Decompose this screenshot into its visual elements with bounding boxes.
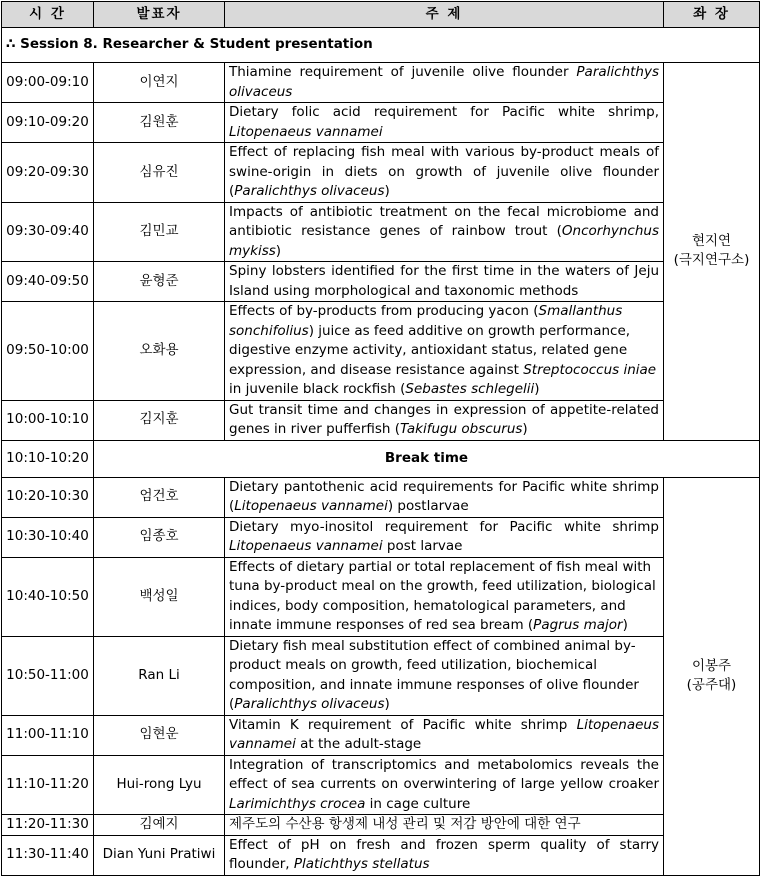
topic-cell: Dietary fish meal substitution effect of combined animal by-product meals on growth, feed utilization, biochemical composition, and innate immune responses of olive flounder (Paralichthys olivaceus) [225,636,664,715]
presenter-cell: 임현운 [94,715,225,755]
topic-cell: Effect of pH on fresh and frozen sperm quality of starry flounder, Platichthys stellatus [225,835,664,875]
presenter-cell: 임종호 [94,517,225,557]
session-title: ∴ Session 8. Researcher & Student presentation [2,28,760,63]
chair-cell-2 [664,477,760,875]
time-cell: 09:30-09:40 [2,202,94,262]
presenter-cell: 김민교 [94,202,225,262]
table-row [2,755,760,815]
presenter-cell: 김지훈 [94,400,225,440]
chair-affiliation: (극지연구소) [673,252,750,269]
topic-cell: Impacts of antibiotic treatment on the fecal microbiome and antibiotic resistance genes of rainbow trout (Oncorhynchus mykiss) [225,202,664,262]
table-row [2,477,760,517]
topic-cell: Integration of transcriptomics and metabolomics reveals the effect of sea currents on overwintering of large yellow croaker Larimichthys crocea in cage culture [225,755,664,815]
time-cell: 10:30-10:40 [2,517,94,557]
table-row [2,636,760,715]
topic-cell: Dietary folic acid requirement for Pacific white shrimp, Litopenaeus vannamei [225,103,664,143]
time-cell: 11:20-11:30 [2,815,94,836]
header-row [2,2,760,28]
table-row [2,835,760,875]
presenter-cell: 백성일 [94,557,225,636]
topic-cell: Thiamine requirement of juvenile olive flounder Paralichthys olivaceus [225,63,664,103]
time-cell: 10:20-10:30 [2,477,94,517]
presenter-cell: Dian Yuni Pratiwi [94,835,225,875]
time-cell: 10:50-11:00 [2,636,94,715]
topic-cell: Dietary myo-inositol requirement for Pacific white shrimp Litopenaeus vannamei post larvae [225,517,664,557]
header-chair: 좌 장 [664,2,760,28]
topic-cell: Effects of by-products from producing yacon (Smallanthus sonchifolius) juice as feed additive on growth performance, digestive enzyme activity, antioxidant status, related gene expression, and disease resistance against Streptococcus iniae in juvenile black rockfish (Sebastes schlegelii) [225,302,664,401]
presenter-cell: 심유진 [94,143,225,203]
presenter-cell: Ran Li [94,636,225,715]
chair-name: 이봉주 [691,657,732,674]
chair-affiliation: (공주대) [686,677,737,693]
time-cell: 09:20-09:30 [2,143,94,203]
table-row [2,557,760,636]
break-row [2,440,760,477]
table-row [2,302,760,401]
header-time: 시 간 [2,2,94,28]
chair-cell-1 [664,63,760,441]
topic-cell: 제주도의 수산용 항생제 내성 관리 및 저감 방안에 대한 연구 [225,815,664,836]
presenter-cell: 윤형준 [94,262,225,302]
session-row [2,28,760,63]
time-cell: 10:00-10:10 [2,400,94,440]
presenter-cell: 김원훈 [94,103,225,143]
time-cell: 11:30-11:40 [2,835,94,875]
topic-cell: Effect of replacing fish meal with various by-product meals of swine-origin in diets on growth of juvenile olive flounder (Paralichthys olivaceus) [225,143,664,203]
break-label: Break time [94,440,760,477]
time-cell: 10:10-10:20 [2,440,94,477]
table-row [2,262,760,302]
topic-cell: Dietary pantothenic acid requirements for Pacific white shrimp (Litopenaeus vannamei) postlarvae [225,477,664,517]
presenter-cell: 엄건호 [94,477,225,517]
header-topic: 주 제 [225,2,664,28]
time-cell: 09:10-09:20 [2,103,94,143]
presenter-cell: 김예지 [94,815,225,836]
table-row [2,63,760,103]
table-row [2,715,760,755]
topic-cell: Effects of dietary partial or total replacement of fish meal with tuna by-product meal on the growth, feed utilization, biological indices, body composition, hematological parameters, and innate immune responses of red sea bream (Pagrus major) [225,557,664,636]
presenter-cell: Hui-rong Lyu [94,755,225,815]
table-row [2,400,760,440]
time-cell: 10:40-10:50 [2,557,94,636]
presenter-cell: 이연지 [94,63,225,103]
schedule-table [1,1,760,876]
header-presenter: 발표자 [94,2,225,28]
table-row [2,815,760,836]
time-cell: 09:00-09:10 [2,63,94,103]
chair-name: 현지연 [691,232,732,249]
table-row [2,202,760,262]
table-row [2,143,760,203]
topic-cell: Gut transit time and changes in expression of appetite-related genes in river pufferfish (Takifugu obscurus) [225,400,664,440]
presenter-cell: 오화용 [94,302,225,401]
time-cell: 11:10-11:20 [2,755,94,815]
table-row [2,517,760,557]
topic-cell: Vitamin K requirement of Pacific white shrimp Litopenaeus vannamei at the adult-stage [225,715,664,755]
topic-cell: Spiny lobsters identified for the first time in the waters of Jeju Island using morphological and taxonomic methods [225,262,664,302]
time-cell: 09:40-09:50 [2,262,94,302]
time-cell: 09:50-10:00 [2,302,94,401]
table-row [2,103,760,143]
time-cell: 11:00-11:10 [2,715,94,755]
